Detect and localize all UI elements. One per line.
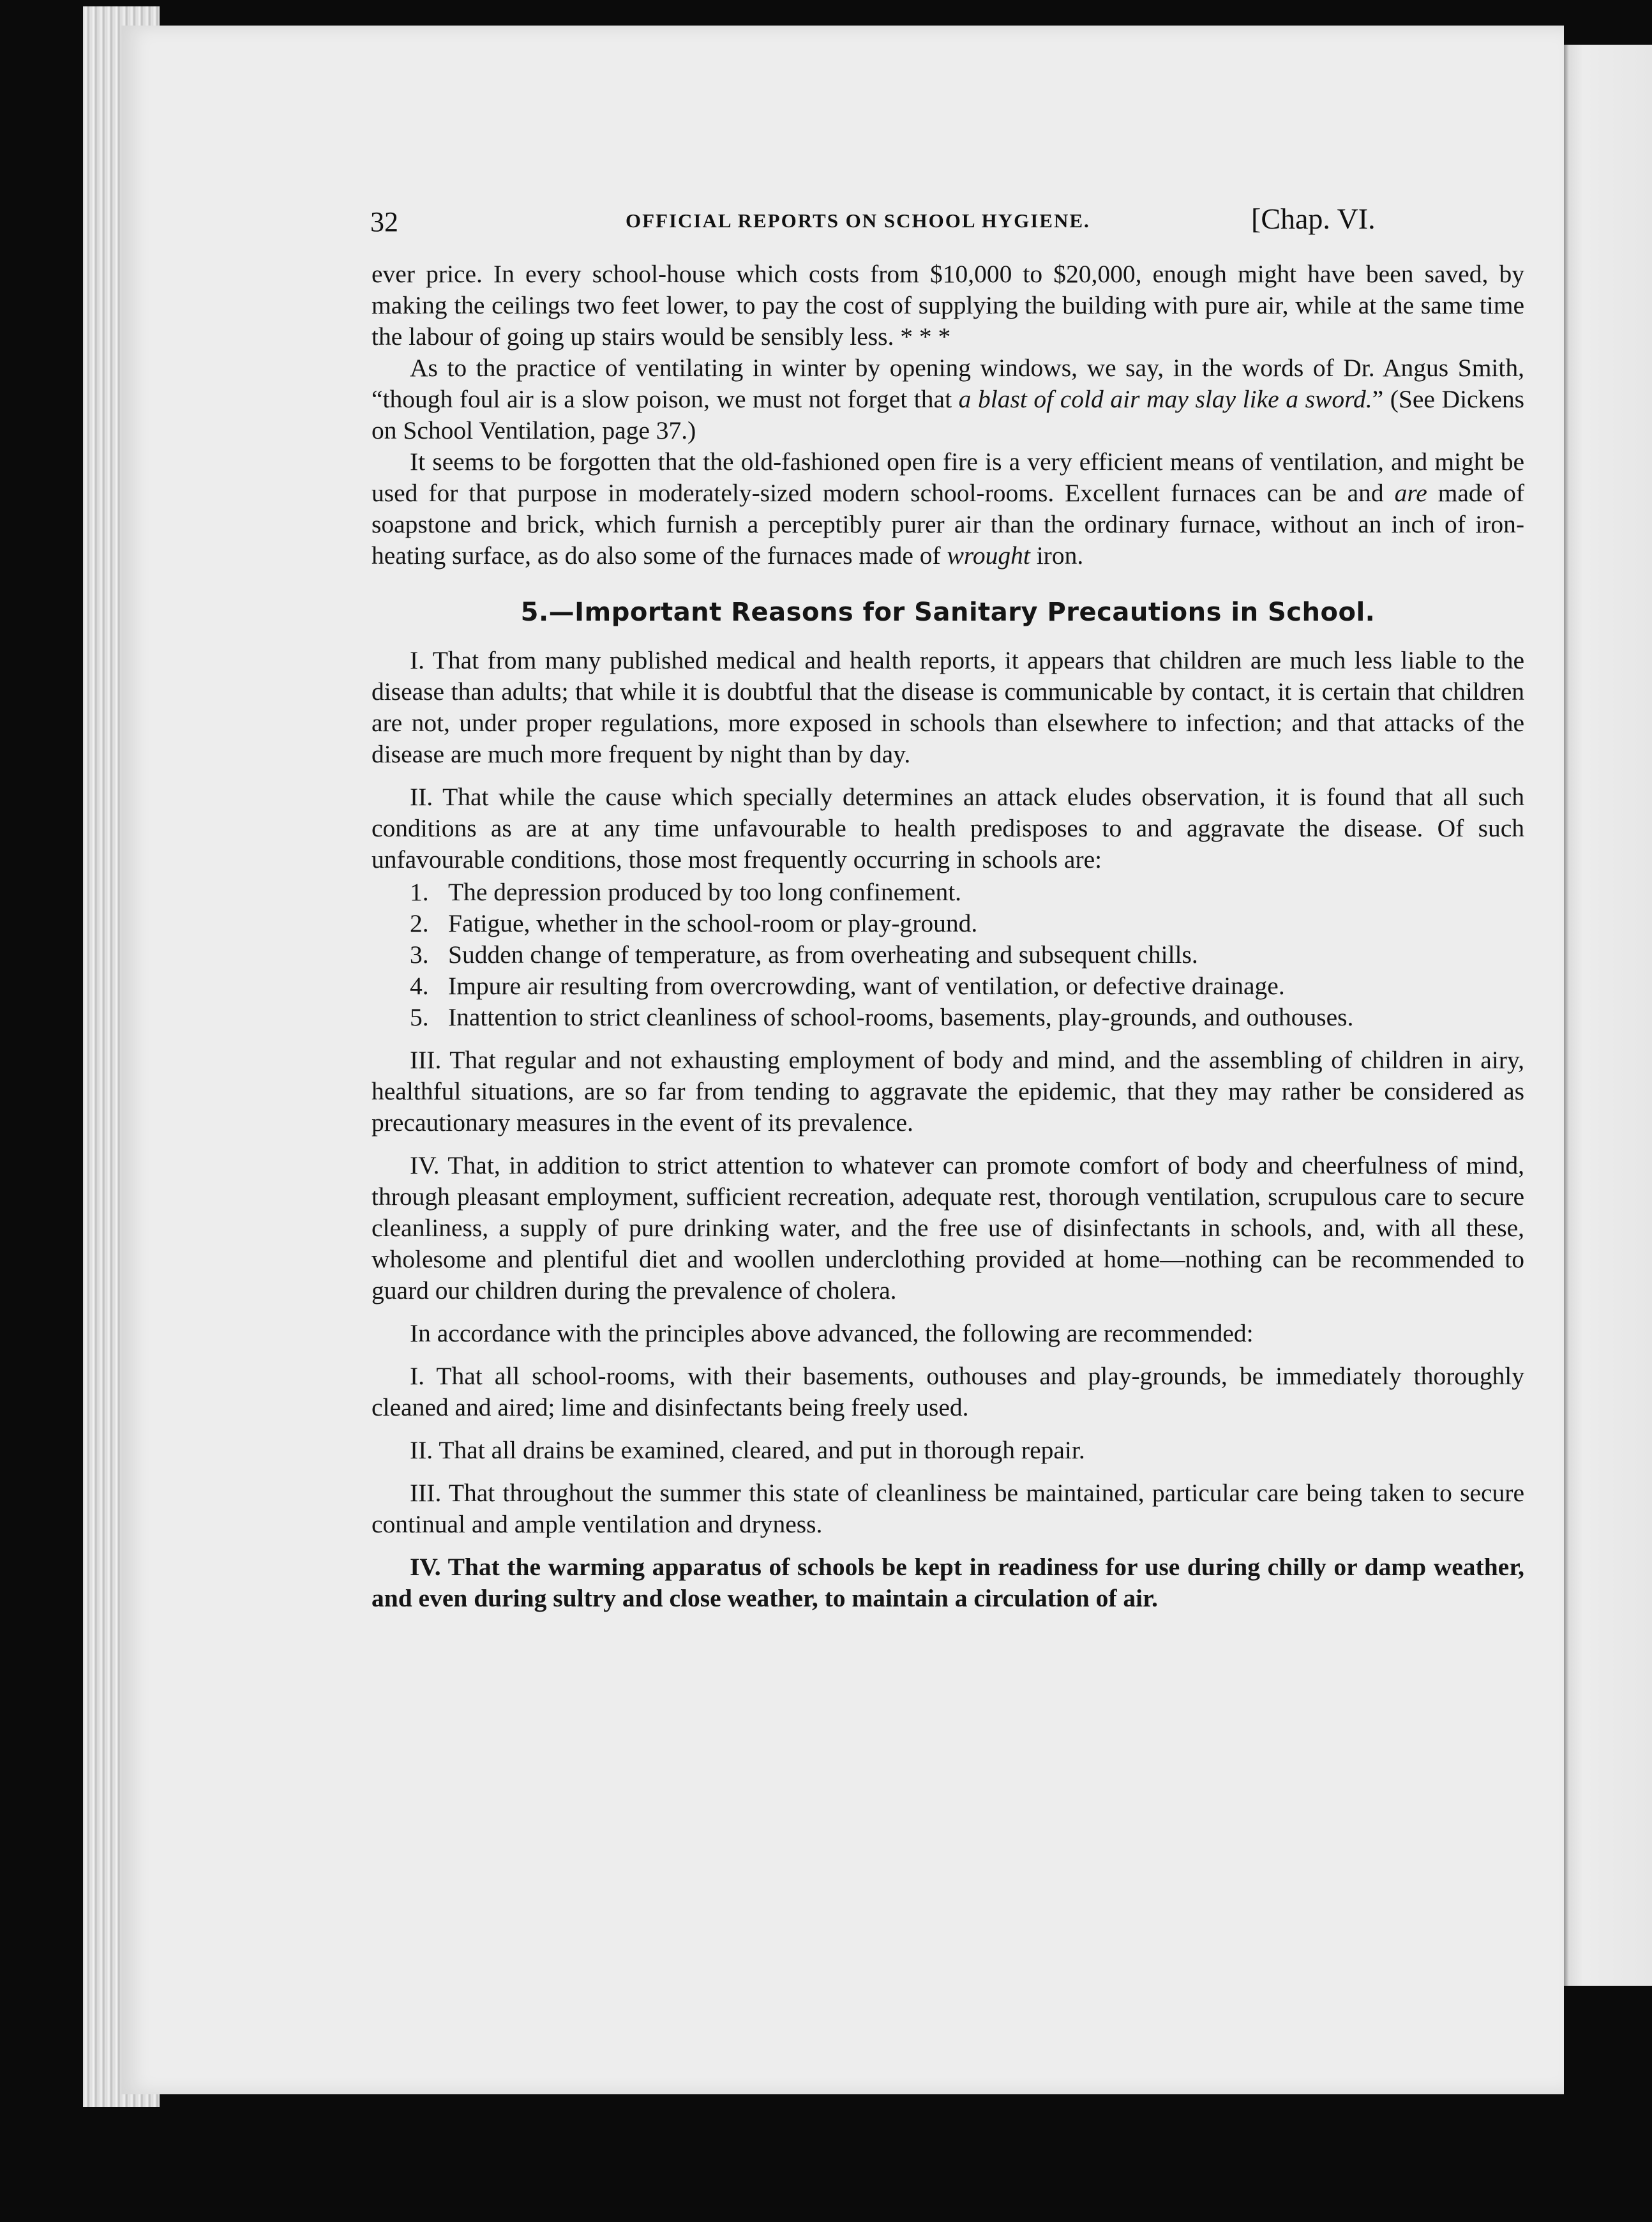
reason-paragraph: I. That from many published medical and health reports, it appears that children are much less liable to the disease than adults; that while it is doubtful that the disease is communicable by contact, it is certain that children are not, under proper regulations, more exposed in schools than elsewhere to infection; and that attacks of the disease are much more frequent by night than by day. [372,646,1524,768]
list-text: Impure air resulting from overcrowding, want of ventilation, or defective drainage. [448,972,1285,1000]
list-item [372,908,1524,939]
conditions-list [372,877,1524,1033]
paragraph-continued: ever price. In every school-house which costs from $10,000 to $20,000, enough might have been saved, by making the ceilings two feet lower, to pay the cost of supplying the building with pure air, while at the same time the labour of going up stairs would be sensibly less. * * * [372,260,1524,351]
italic-quote: a blast of cold air may slay like a sword. [958,385,1372,413]
paragraph-text: made of soapstone and brick, which furnish a perceptibly purer air than the ordinary furnace, without an inch of iron-heating surface, as do also some of the furnaces made of [372,479,1524,570]
paragraph-text: ” (See Dickens on School Ventilation, page 37.) [372,385,1524,444]
book-page [121,26,1564,2094]
paragraph-open-fire [372,446,1524,571]
section-heading: 5.—Important Reasons for Sanitary Precautions in School. [520,598,1376,627]
list-number: 3. [410,941,429,969]
recommendation-paragraph: IV. That the warming apparatus of schools be kept in readiness for use during chilly or damp weather, and even during sultry and close weather, to maintain a circulation of air. [372,1553,1524,1612]
page-body [372,259,1524,1614]
list-text: Fatigue, whether in the school-room or play-ground. [448,909,978,937]
recommendation-paragraph: I. That all school-rooms, with their basements, outhouses and play-grounds, be immediately thoroughly cleaned and aired; lime and disinfectants being freely used. [372,1362,1524,1421]
list-text: Sudden change of temperature, as from overheating and subsequent chills. [448,941,1198,969]
page-header [121,198,1564,243]
list-item [372,1002,1524,1033]
running-head: OFFICIAL REPORTS ON SCHOOL HYGIENE. [626,209,1090,232]
page-number: 32 [370,206,398,238]
paragraph-ventilating-windows [372,352,1524,446]
paragraph-text: iron. [1030,541,1084,570]
list-item [372,877,1524,908]
list-number: 4. [410,972,429,1000]
list-text: Inattention to strict cleanliness of school-rooms, basements, play-grounds, and outhouses. [448,1003,1354,1031]
list-text: The depression produced by too long confinement. [448,878,962,906]
list-number: 2. [410,909,429,937]
list-number: 1. [410,878,429,906]
recommendation-paragraph: II. That all drains be examined, cleared, and put in thorough repair. [410,1436,1085,1464]
paragraph-text: It seems to be forgotten that the old-fashioned open fire is a very efficient means of ventilation, and might be used for that purpose in moderately-sized modern school-rooms. Excellent furnaces can be and [372,448,1524,507]
paragraph-text: As to the practice of ventilating in winter by opening windows, we say, in the words of Dr. Angus Smith, “though foul air is a slow poison, we must not forget that [372,354,1524,413]
recommendation-paragraph: III. That throughout the summer this state of cleanliness be maintained, particular care being taken to secure continual and ample ventilation and dryness. [372,1479,1524,1538]
reason-paragraph: III. That regular and not exhausting employment of body and mind, and the assembling of children in airy, healthful situations, are so far from tending to aggravate the epidemic, that they may rather be considered as precautionary measures in the event of its prevalence. [372,1046,1524,1137]
chapter-reference: [Chap. VI. [1251,202,1376,235]
list-item [372,971,1524,1002]
recommendations-intro: In accordance with the principles above advanced, the following are recommended: [410,1319,1254,1347]
reason-paragraph: IV. That, in addition to strict attention to whatever can promote comfort of body and cheerfulness of mind, through pleasant employment, sufficient recreation, adequate rest, thorough ventilation, scrupulous care to secure cleanliness, a supply of pure drinking water, and the free use of disinfectants in schools, and, with all these, wholesome and plentiful diet and woollen underclothing provided at home—nothing can be recommended to guard our children during the prevalence of cholera. [372,1151,1524,1304]
facing-page-edge [1558,45,1652,1986]
list-number: 5. [410,1003,429,1031]
reason-paragraph: II. That while the cause which specially determines an attack eludes observation, it is found that all such conditions as are at any time unfavourable to health predisposes to and aggravate the disease. Of such unfavourable conditions, those most frequently occurring in schools are: [372,783,1524,873]
italic-word: are [1394,479,1427,507]
list-item [372,939,1524,971]
italic-word: wrought [947,541,1030,570]
